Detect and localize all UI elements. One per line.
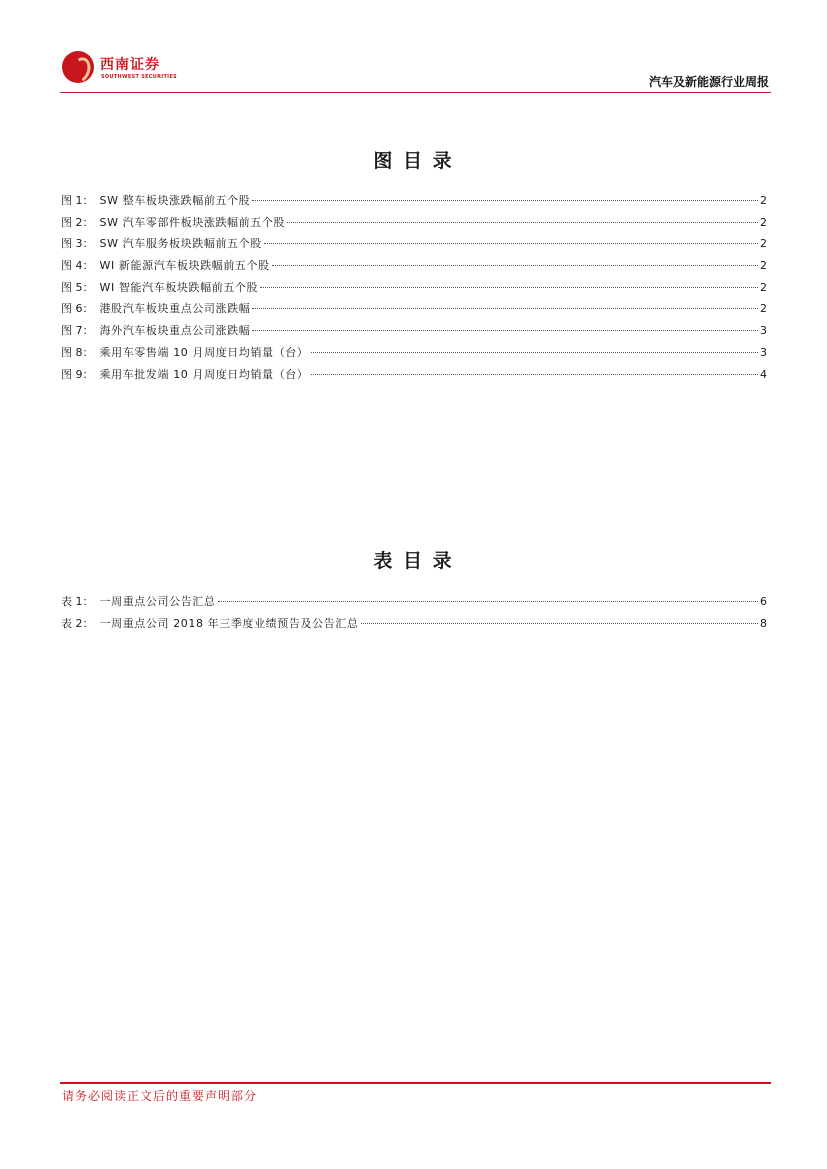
company-logo [62, 51, 182, 85]
toc-leader-dots [260, 287, 758, 288]
toc-leader-dots [287, 222, 758, 223]
toc-leader-dots [272, 265, 758, 266]
toc-entry-label: 图 6： [61, 302, 94, 316]
toc-leader-dots [361, 623, 759, 624]
footer-disclaimer: 请务必阅读正文后的重要声明部分 [62, 1089, 258, 1103]
toc-entry[interactable] [61, 322, 767, 344]
toc-leader-dots [311, 352, 759, 353]
footer-divider [60, 1082, 771, 1084]
logo-english-name: SOUTHWEST SECURITIES [101, 74, 177, 80]
toc-entry[interactable] [61, 344, 767, 366]
toc-entry-page: 2 [760, 259, 767, 273]
toc-entry-label: 图 2： [61, 215, 94, 229]
toc-entry[interactable] [61, 235, 767, 257]
toc-leader-dots [311, 374, 759, 375]
toc-leader-dots [218, 601, 759, 602]
logo-emblem-icon [62, 51, 94, 83]
toc-entry-text: WI 新能源汽车板块跌幅前五个股 [99, 259, 270, 273]
figure-index-list [61, 192, 767, 387]
toc-entry-page: 3 [760, 324, 767, 338]
toc-entry-text: 一周重点公司公告汇总 [99, 595, 216, 608]
table-index-title: 表 目 录 [373, 550, 454, 572]
toc-entry[interactable] [61, 300, 767, 322]
logo-chinese-name: 西南证券 [100, 57, 160, 73]
report-title: 汽车及新能源行业周报 [648, 75, 769, 89]
toc-entry-text: SW 汽车零部件板块涨跌幅前五个股 [99, 215, 286, 229]
toc-entry-text: 海外汽车板块重点公司涨跌幅 [99, 324, 251, 338]
toc-entry[interactable] [61, 214, 767, 236]
toc-entry-label: 图 8： [61, 345, 94, 359]
toc-entry-label: 图 1： [61, 194, 94, 207]
figure-index-title: 图 目 录 [373, 150, 454, 172]
toc-entry[interactable] [61, 615, 767, 637]
toc-entry-label: 表 1： [61, 595, 94, 608]
table-index-list [61, 593, 767, 636]
toc-leader-dots [252, 200, 758, 201]
toc-entry-label: 图 5： [61, 280, 94, 294]
toc-entry-page: 6 [760, 595, 767, 608]
toc-entry-text: 乘用车零售端 10 月周度日均销量（台） [99, 345, 309, 359]
toc-entry-text: 乘用车批发端 10 月周度日均销量（台） [99, 367, 309, 381]
toc-entry[interactable] [61, 257, 767, 279]
toc-entry[interactable] [61, 279, 767, 301]
toc-entry-label: 表 2： [61, 616, 94, 630]
toc-entry[interactable] [61, 593, 767, 615]
toc-entry-page: 2 [760, 194, 767, 207]
toc-entry-page: 2 [760, 237, 767, 251]
toc-entry-page: 8 [760, 616, 767, 630]
toc-entry-page: 4 [760, 367, 767, 381]
header-divider [60, 92, 771, 93]
toc-entry-text: 一周重点公司 2018 年三季度业绩预告及公告汇总 [99, 616, 359, 630]
toc-entry-text: WI 智能汽车板块跌幅前五个股 [99, 280, 259, 294]
toc-entry-label: 图 9： [61, 367, 94, 381]
toc-leader-dots [264, 243, 758, 244]
toc-entry[interactable] [61, 192, 767, 214]
toc-entry-text: SW 汽车服务板块跌幅前五个股 [99, 237, 262, 251]
page-header [60, 48, 771, 92]
toc-entry-page: 2 [760, 302, 767, 316]
toc-entry-label: 图 4： [61, 259, 94, 273]
toc-entry-page: 2 [760, 215, 767, 229]
toc-entry-page: 3 [760, 345, 767, 359]
toc-entry-label: 图 3： [61, 237, 94, 251]
toc-leader-dots [252, 308, 758, 309]
toc-entry-text: SW 整车板块涨跌幅前五个股 [99, 194, 251, 207]
toc-leader-dots [252, 330, 758, 331]
toc-entry-page: 2 [760, 280, 767, 294]
toc-entry-label: 图 7： [61, 324, 94, 338]
toc-entry[interactable] [61, 366, 767, 388]
toc-entry-text: 港股汽车板块重点公司涨跌幅 [99, 302, 251, 316]
